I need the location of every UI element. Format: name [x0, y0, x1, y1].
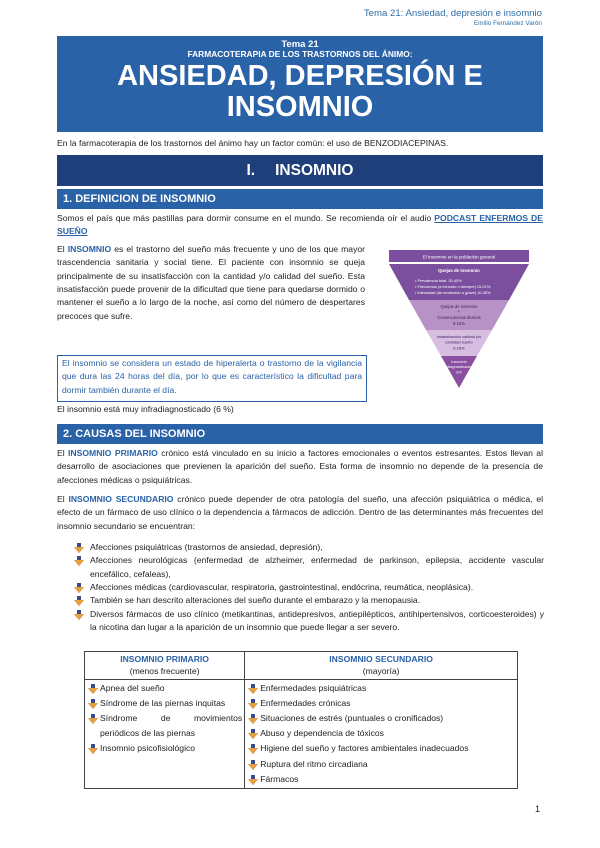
table-item	[87, 696, 242, 711]
arrow-bullet-icon	[74, 583, 84, 593]
table-item-text: Fármacos	[260, 773, 299, 784]
banner-title-line1: ANSIEDAD, DEPRESIÓN E	[117, 59, 483, 92]
list-item-text: Afecciones neurológicas (enfermedad de alzheimer, enfermedad de parkinson, epilepsia, accidente vascular encefálico, cefaleas),	[90, 555, 544, 579]
table-item-text: Higiene del sueño y factores ambientales inadecuados	[260, 743, 469, 754]
paragraph-secundario	[57, 493, 543, 533]
insomnio-types-table	[84, 651, 518, 789]
level1-item: • Intensidad (de moderado a grave) 10-35%	[415, 290, 491, 295]
table-item	[247, 711, 515, 726]
table-item	[87, 711, 242, 741]
table-item-text: periódicos de las piernas	[100, 728, 196, 739]
secundario-cell	[245, 679, 518, 788]
level1-item: • Frecuencia (a menudo o siempre) 15-21%	[415, 284, 491, 289]
table-item-text: Apnea del sueño	[100, 682, 165, 693]
level2-sub: Consecuencias diurnas	[437, 315, 481, 320]
paragraph-consumo	[57, 212, 543, 239]
table-item-text: Síndrome de las piernas inquitas	[100, 698, 226, 709]
arrow-bullet-icon	[248, 744, 258, 754]
definicion-lead: El	[57, 244, 68, 254]
level3-line2: cantidad sueño	[445, 339, 473, 345]
paragraph-primario	[57, 447, 543, 487]
table-item	[247, 696, 515, 711]
section-title-text: INSOMNIO	[275, 162, 354, 179]
figure-title: El insomnio en la población general	[422, 254, 496, 260]
infradiagnostico-text: El insomnio está muy infradiagnosticado (6 %)	[57, 404, 234, 414]
paragraph-definicion	[57, 243, 365, 323]
primario-lead: El	[57, 448, 69, 458]
table-row	[85, 679, 518, 788]
section-title	[57, 155, 543, 186]
level4-line2: diagnosticado	[447, 365, 471, 369]
secundario-text: crónico puede depender de otra patología del sueño, una afección psiquiátrica o médica, el efecto de un fármaco de uso clínico o la dependencia a fármacos de adicción. Dentro de las determinantes más frecuentes del insomnio secundario se encuentran:	[57, 494, 544, 531]
podcast-link[interactable]: PODCAST ENFERMOS DE SUEÑO	[57, 213, 543, 237]
title-banner	[57, 36, 543, 132]
list-item	[74, 554, 544, 581]
arrow-bullet-icon	[248, 775, 258, 785]
arrow-bullet-icon	[74, 556, 84, 566]
level3-line1: Insatisfacción calidad y/o	[436, 334, 482, 339]
header-primario-title: INSOMNIO PRIMARIO	[120, 654, 209, 664]
primario-text: crónico está vinculado en su inicio a factores emocionales o eventos estresantes. Estos llevan al desarrollo de asociaciones que previenen la aparición del sueño. Esta forma de insomnio no depende de la presencia de afecciones médicas o psiquiátricas.	[57, 448, 543, 485]
arrow-bullet-icon	[88, 744, 98, 754]
arrow-bullet-icon	[88, 684, 98, 694]
table-item-text: Insomnio psicofisiológico	[100, 743, 196, 754]
arrow-bullet-icon	[88, 699, 98, 709]
list-item-text: Afecciones psiquiátricas (trastornos de ansiedad, depresión),	[90, 542, 323, 552]
level2-title: Quejas de insomnio	[440, 304, 478, 309]
arrow-bullet-icon	[248, 714, 258, 724]
arrow-bullet-icon	[248, 760, 258, 770]
table-item-text: Ruptura del ritmo circadiana	[260, 758, 368, 769]
level3-pct: 8-18%	[453, 345, 465, 351]
header-author: Emilio Fernández Varón	[473, 19, 542, 27]
list-item	[74, 581, 544, 594]
banner-title-line2: INSOMNIO	[226, 91, 374, 124]
word: movimientos	[193, 713, 243, 724]
arrow-bullet-icon	[74, 596, 84, 606]
insomnio-pyramid-figure	[375, 242, 543, 406]
table-item	[247, 757, 515, 772]
level1-title: Quejas de insomnio	[438, 268, 480, 273]
list-item	[74, 594, 544, 607]
list-item	[74, 541, 544, 554]
secundario-highlight: INSOMNIO SECUNDARIO	[68, 494, 174, 504]
causes-list	[74, 541, 544, 634]
table-item-text: Enfermedades psiquiátricas	[260, 682, 367, 693]
page-header	[364, 8, 542, 29]
level4-line1: Insomnio	[451, 360, 467, 364]
header-title: Tema 21: Ansiedad, depresión e insomnio	[363, 8, 542, 19]
arrow-bullet-icon	[74, 543, 84, 553]
list-item-text: Afecciones médicas (cardiovascular, respiratoria, gastrointestinal, endócrina, reumática, neoplásica).	[90, 581, 474, 592]
header-secundario-title: INSOMNIO SECUNDARIO	[329, 654, 433, 664]
arrow-bullet-icon	[248, 699, 258, 709]
word: de	[160, 713, 171, 724]
table-header-row	[85, 652, 518, 680]
intro-text: En la farmacoterapia de los trastornos del ánimo hay un factor común: el uso de BENZODIACEPINAS.	[57, 138, 449, 148]
banner-subtitle: FARMACOTERAPIA DE LOS TRASTORNOS DEL ÁNIMO:	[187, 49, 413, 60]
table-item	[247, 741, 515, 756]
arrow-bullet-icon	[248, 729, 258, 739]
level2-pct: 9-15%	[452, 321, 466, 326]
list-item-text: También se han descrito alteraciones del sueño durante el embarazo y la menopausia.	[90, 595, 421, 606]
definicion-text: es el trastorno del sueño más frecuente y uno de los que mayor trascendencia sanitaria y social tiene. El paciente con insomnio se queja principalmente de su insatisfacción con la cantidad y/o calidad del sueño. Esta insatisfacción puede provenir de la dificultad que tiene para quedarse dormido o mantener el sueño a lo largo de la noche, así como del número de despertares precoces que sufre.	[57, 244, 366, 321]
table-item-text: Enfermedades crónicas	[260, 698, 351, 709]
table-item	[247, 681, 515, 696]
paragraph-consumo-text: Somos el país que más pastillas para dormir consume en el mundo. Se recomienda oír el audio	[57, 213, 435, 223]
hiperalerta-quote-box: El insomnio se considera un estado de hiperalerta o trastorno de la vigilancia que dura las 24 horas del día, por lo que es característico la dificultad para dormir también durante el día.	[57, 355, 367, 402]
arrow-bullet-icon	[74, 610, 84, 620]
table-item-text: Situaciones de estrés (puntuales o cronificados)	[260, 713, 444, 724]
arrow-bullet-icon	[248, 684, 258, 694]
primario-highlight: INSOMNIO PRIMARIO	[68, 448, 158, 458]
section-number: I.	[246, 162, 256, 179]
header-secundario	[245, 652, 518, 680]
page-number: 1	[535, 804, 541, 814]
table-item	[87, 681, 242, 696]
table-item	[247, 772, 515, 787]
primario-cell	[85, 679, 245, 788]
pyramid-graphic	[375, 242, 543, 406]
level2-plus: +	[457, 309, 461, 314]
table-item-justified-line	[100, 711, 242, 726]
insomnio-highlight: INSOMNIO	[67, 244, 112, 254]
table-item-text: Abuso y dependencia de tóxicos	[260, 728, 384, 739]
list-item-text: Diversos fármacos de uso clínico (metikantinas, antidepresivos, antiepilépticos, antihipertensivos, corticoesteroides) y la nicotina dan lugar a la aparición de un insomnio que puede llegar a ser severo.	[90, 608, 544, 632]
level4-pct: 6%	[456, 370, 462, 375]
header-primario-sub: (menos frecuente)	[129, 666, 200, 677]
arrow-bullet-icon	[88, 714, 98, 724]
header-secundario-sub: (mayoría)	[362, 666, 400, 677]
table-item	[247, 726, 515, 741]
subsection-causas: 2. CAUSAS DEL INSOMNIO	[57, 424, 543, 444]
header-primario	[85, 652, 245, 680]
table-item	[87, 741, 242, 756]
secundario-lead: El	[57, 494, 69, 504]
subsection-definicion: 1. DEFINICION DE INSOMNIO	[57, 189, 543, 209]
list-item	[74, 608, 544, 635]
word: Síndrome	[100, 713, 138, 724]
level1-item: • Prevalencia total: 30-40%	[415, 278, 462, 283]
banner-tema: Tema 21	[281, 39, 319, 50]
